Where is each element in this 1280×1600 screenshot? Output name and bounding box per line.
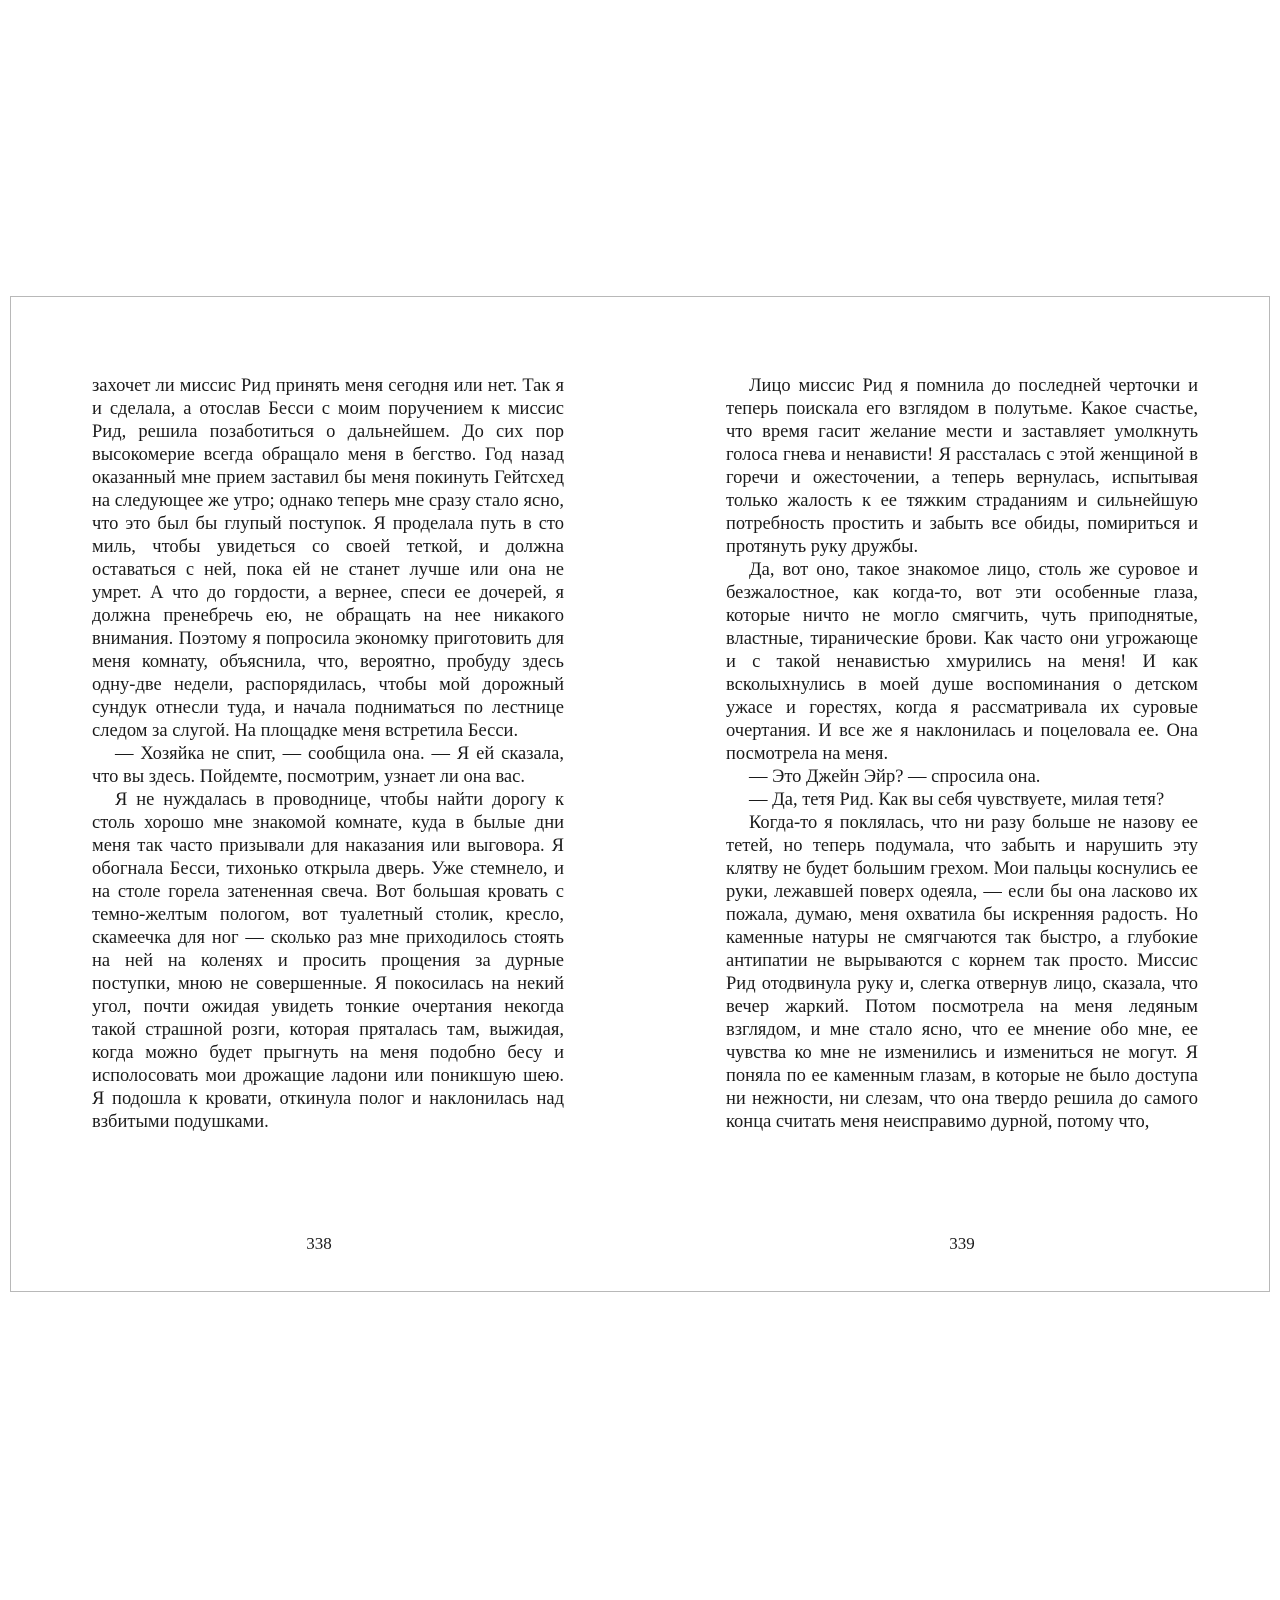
page-number-left: 338 bbox=[306, 1234, 332, 1253]
right-paragraph-1: Лицо миссис Рид я помнила до последней черточки и теперь поискала его взглядом в полутьме. Какое счастье, что время гасит желание мести и заставляет умолкнуть голоса гнева и ненависти! Я рассталась с этой женщиной в горечи и ожесточении, а теперь вернулась, испытывая только жалость к ее тяжким страданиям и сильнейшую потребность простить и забыть все обиды, помириться и протянуть руку дружбы. bbox=[726, 376, 1198, 557]
right-paragraph-3: — Это Джейн Эйр? — спросила она. bbox=[749, 767, 1041, 787]
left-paragraph-1: захочет ли миссис Рид принять меня сегодня или нет. Так я и сделала, а отослав Бесси с моим поручением к миссис Рид, решила позаботиться о дальнейшем. До сих пор высокомерие всегда обращало меня в бегство. Год назад оказанный мне прием заставил бы меня покинуть Гейтсхед на следующее же утро; однако теперь мне сразу стало ясно, что это был бы глупый поступок. Я проделала путь в сто миль, чтобы увидеться со своей теткой, и должна оставаться с ней, пока ей не станет лучше или она не умрет. А что до гордости, а вернее, спеси ее дочерей, я должна пренебречь ею, не обращать на нее никакого внимания. Поэтому я попросила экономку приготовить для меня комнату, объяснила, что, вероятно, пробуду здесь одну-две недели, распорядилась, чтобы мой дорожный сундук отнесли туда, и начала подниматься по лестнице следом за слугой. На площадке меня встретила Бесси. bbox=[92, 376, 564, 741]
right-paragraph-2: Да, вот оно, такое знакомое лицо, столь же суровое и безжалостное, как когда-то, вот эти особенные глаза, которые ничто не могло смягчить, чуть приподнятые, властные, тиранические брови. Как часто они угрожающе и с такой ненавистью хмурились на меня! И как всколыхнулись в моей душе воспоминания о детском ужасе и горестях, когда я рассматривала их суровые очертания. И все же я наклонилась и поцеловала ее. Она посмотрела на меня. bbox=[726, 560, 1198, 764]
left-page bbox=[92, 375, 564, 1134]
right-paragraph-4: — Да, тетя Рид. Как вы себя чувствуете, милая тетя? bbox=[749, 790, 1165, 810]
page-number-right: 339 bbox=[949, 1234, 975, 1253]
left-paragraph-2: — Хозяйка не спит, — сообщила она. — Я ей сказала, что вы здесь. Пойдемте, посмотрим, узнает ли она вас. bbox=[92, 744, 564, 787]
right-paragraph-5: Когда-то я поклялась, что ни разу больше не назову ее тетей, но теперь подумала, что забыть и нарушить эту клятву не будет большим грехом. Мои пальцы коснулись ее руки, лежавшей поверх одеяла, — если бы она ласково их пожала, думаю, меня охватила бы искренняя радость. Но каменные натуры не смягчаются так быстро, а глубокие антипатии не вырываются с корнем так просто. Миссис Рид отодвинула руку и, слегка отвернув лицо, сказала, что вечер жаркий. Потом посмотрела на меня ледяным взглядом, и мне стало ясно, что ее мнение обо мне, ее чувства ко мне не изменились и измениться не могут. Я поняла по ее каменным глазам, в которые не было доступа ни нежности, ни слезам, что она твердо решила до самого конца считать меня неисправимо дурной, потому что, bbox=[726, 813, 1198, 1132]
book-spread bbox=[10, 296, 1270, 1292]
right-page bbox=[726, 375, 1198, 1134]
left-paragraph-3: Я не нуждалась в проводнице, чтобы найти дорогу к столь хорошо мне знакомой комнате, куда в былые дни меня так часто призывали для наказания или выговора. Я обогнала Бесси, тихонько открыла дверь. Уже стемнело, и на столе горела затененная свеча. Вот большая кровать с темно-желтым пологом, вот туалетный столик, кресло, скамеечка для ног — сколько раз мне приходилось стоять на ней на коленях и просить прощения за дурные поступки, мною не совершенные. Я покосилась на некий угол, почти ожидая увидеть тонкие очертания некогда такой страшной розги, которая пряталась там, выжидая, когда можно будет прыгнуть на меня подобно бесу и исполосовать мои дрожащие ладони или поникшую шею. Я подошла к кровати, откинула полог и наклонилась над взбитыми подушками. bbox=[92, 790, 564, 1132]
